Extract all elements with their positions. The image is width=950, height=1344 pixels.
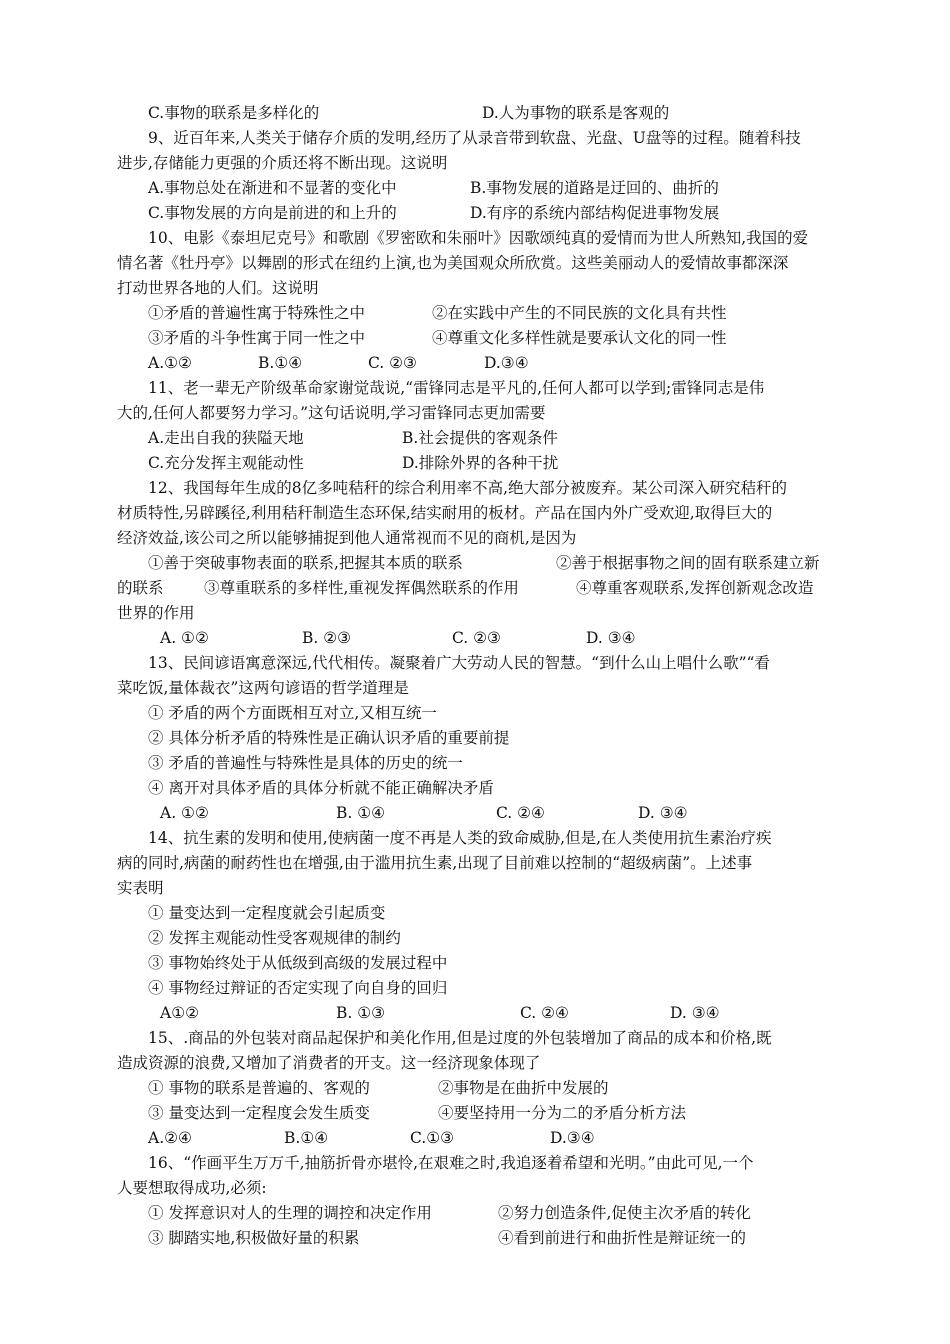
- statement: ④尊重客观联系,发挥创新观念改造: [576, 579, 814, 597]
- option-d: D.③④: [484, 354, 529, 372]
- question-text: 16、“作画平生万万千,抽筋折骨亦堪怜,在艰难之时,我追逐着希望和光明。”由此可见,一个: [148, 1154, 754, 1172]
- option-b: B. ①③: [336, 1004, 386, 1022]
- option-a: A①②: [160, 1004, 199, 1022]
- option-a: A.①②: [148, 354, 192, 372]
- statement: ② 发挥主观能动性受客观规律的制约: [148, 929, 401, 947]
- option-b: B. ②③: [302, 629, 352, 647]
- statement: ① 事物的联系是普遍的、客观的: [148, 1079, 370, 1097]
- question-text: 10、电影《泰坦尼克号》和歌剧《罗密欧和朱丽叶》因歌颂纯真的爱情而为世人所熟知,我国的爱: [148, 229, 809, 247]
- option-b: B. ①④: [336, 804, 386, 822]
- question-text: 造成资源的浪费,又增加了消费者的开支。这一经济现象体现了: [117, 1054, 541, 1072]
- statement: ③ 量变达到一定程度会发生质变: [148, 1104, 370, 1122]
- question-text: 菜吃饭,量体裁衣”这两句谚语的哲学道理是: [117, 679, 409, 697]
- statement: 的联系: [117, 579, 164, 597]
- option-c: C. ②④: [496, 804, 545, 822]
- statement: ④尊重文化多样性就是要承认文化的同一性: [432, 329, 727, 347]
- statement: ①善于突破事物表面的联系,把握其本质的联系: [148, 554, 463, 572]
- question-text: 13、民间谚语寓意深远,代代相传。凝聚着广大劳动人民的智慧。“到什么山上唱什么歌”“看: [148, 654, 770, 672]
- option-d: D. ③④: [586, 629, 636, 647]
- option-c: C.事物的联系是多样化的: [148, 104, 320, 122]
- question-text: 15、.商品的外包装对商品起保护和美化作用,但是过度的外包装增加了商品的成本和价格,既: [148, 1029, 772, 1047]
- option-c: C.充分发挥主观能动性: [148, 454, 304, 472]
- statement: ① 矛盾的两个方面既相互对立,又相互统一: [148, 704, 437, 722]
- option-b: B.社会提供的客观条件: [402, 429, 558, 447]
- option-b: B.①④: [258, 354, 303, 372]
- option-d: D. ③④: [670, 1004, 720, 1022]
- option-b: B.①④: [284, 1129, 329, 1147]
- statement: ②在实践中产生的不同民族的文化具有共性: [432, 304, 727, 322]
- question-text: 12、我国每年生成的8亿多吨秸秆的综合利用率不高,绝大部分被废弃。某公司深入研究秸秆的: [148, 479, 788, 497]
- option-c: C. ②③: [368, 354, 417, 372]
- statement: ③尊重联系的多样性,重视发挥偶然联系的作用: [204, 579, 519, 597]
- statement: ②善于根据事物之间的固有联系建立新: [556, 554, 820, 572]
- statement: ②努力创造条件,促使主次矛盾的转化: [498, 1204, 751, 1222]
- option-c: C.①③: [410, 1129, 455, 1147]
- statement: 世界的作用: [117, 604, 195, 622]
- question-text: 9、近百年来,人类关于储存介质的发明,经历了从录音带到软盘、光盘、U盘等的过程。随着科技: [148, 129, 801, 147]
- question-text: 材质特性,另辟蹊径,利用秸秆制造生态环保,结实耐用的板材。产品在国内外广受欢迎,取得巨大的: [117, 504, 773, 522]
- option-c: C. ②④: [520, 1004, 569, 1022]
- question-text: 大的,任何人都要努力学习。”这句话说明,学习雷锋同志更加需要: [117, 404, 546, 422]
- statement: ④ 离开对具体矛盾的具体分析就不能正确解决矛盾: [148, 779, 494, 797]
- statement: ① 量变达到一定程度就会引起质变: [148, 904, 386, 922]
- statement: ③ 矛盾的普遍性与特殊性是具体的历史的统一: [148, 754, 463, 772]
- statement: ①矛盾的普遍性寓于特殊性之中: [148, 304, 366, 322]
- question-text: 11、老一辈无产阶级革命家谢觉哉说,“雷锋同志是平凡的,任何人都可以学到;雷锋同志是伟: [148, 379, 765, 397]
- question-text: 人要想取得成功,必须:: [117, 1179, 267, 1197]
- option-d: D.人为事物的联系是客观的: [482, 104, 670, 122]
- statement: ④要坚持用一分为二的矛盾分析方法: [438, 1104, 687, 1122]
- option-b: B.事物发展的道路是迂回的、曲折的: [470, 179, 719, 197]
- statement: ② 具体分析矛盾的特殊性是正确认识矛盾的重要前提: [148, 729, 510, 747]
- statement: ① 发挥意识对人的生理的调控和决定作用: [148, 1204, 432, 1222]
- question-text: 经济效益,该公司之所以能够捕捉到他人通常视而不见的商机,是因为: [117, 529, 577, 547]
- option-a: A.事物总处在渐进和不显著的变化中: [148, 179, 397, 197]
- option-c: C. ②③: [452, 629, 501, 647]
- option-a: A. ①②: [160, 804, 209, 822]
- statement: ③矛盾的斗争性寓于同一性之中: [148, 329, 366, 347]
- question-text: 进步,存储能力更强的介质还将不断出现。这说明: [117, 154, 448, 172]
- question-text: 打动世界各地的人们。这说明: [117, 279, 319, 297]
- option-c: C.事物发展的方向是前进的和上升的: [148, 204, 397, 222]
- option-a: A. ①②: [160, 629, 209, 647]
- option-d: D.③④: [550, 1129, 595, 1147]
- question-text: 情名著《牡丹亭》以舞剧的形式在纽约上演,也为美国观众所欣赏。这些美丽动人的爱情故事都深深: [117, 254, 789, 272]
- statement: ③ 脚踏实地,积极做好量的积累: [148, 1229, 360, 1247]
- statement: ④看到前进行和曲折性是辩证统一的: [498, 1229, 747, 1247]
- option-a: A.②④: [148, 1129, 192, 1147]
- question-text: 实表明: [117, 879, 164, 897]
- statement: ②事物是在曲折中发展的: [438, 1079, 609, 1097]
- option-d: D.有序的系统内部结构促进事物发展: [470, 204, 720, 222]
- question-text: 14、抗生素的发明和使用,使病菌一度不再是人类的致命威胁,但是,在人类使用抗生素治疗疾: [148, 829, 772, 847]
- question-text: 病的同时,病菌的耐药性也在增强,由于滥用抗生素,出现了目前难以控制的“超级病菌”。上述事: [117, 854, 753, 872]
- option-d: D. ③④: [638, 804, 688, 822]
- option-d: D.排除外界的各种干扰: [402, 454, 559, 472]
- statement: ③ 事物始终处于从低级到高级的发展过程中: [148, 954, 448, 972]
- statement: ④ 事物经过辩证的否定实现了向自身的回归: [148, 979, 448, 997]
- option-a: A.走出自我的狭隘天地: [148, 429, 304, 447]
